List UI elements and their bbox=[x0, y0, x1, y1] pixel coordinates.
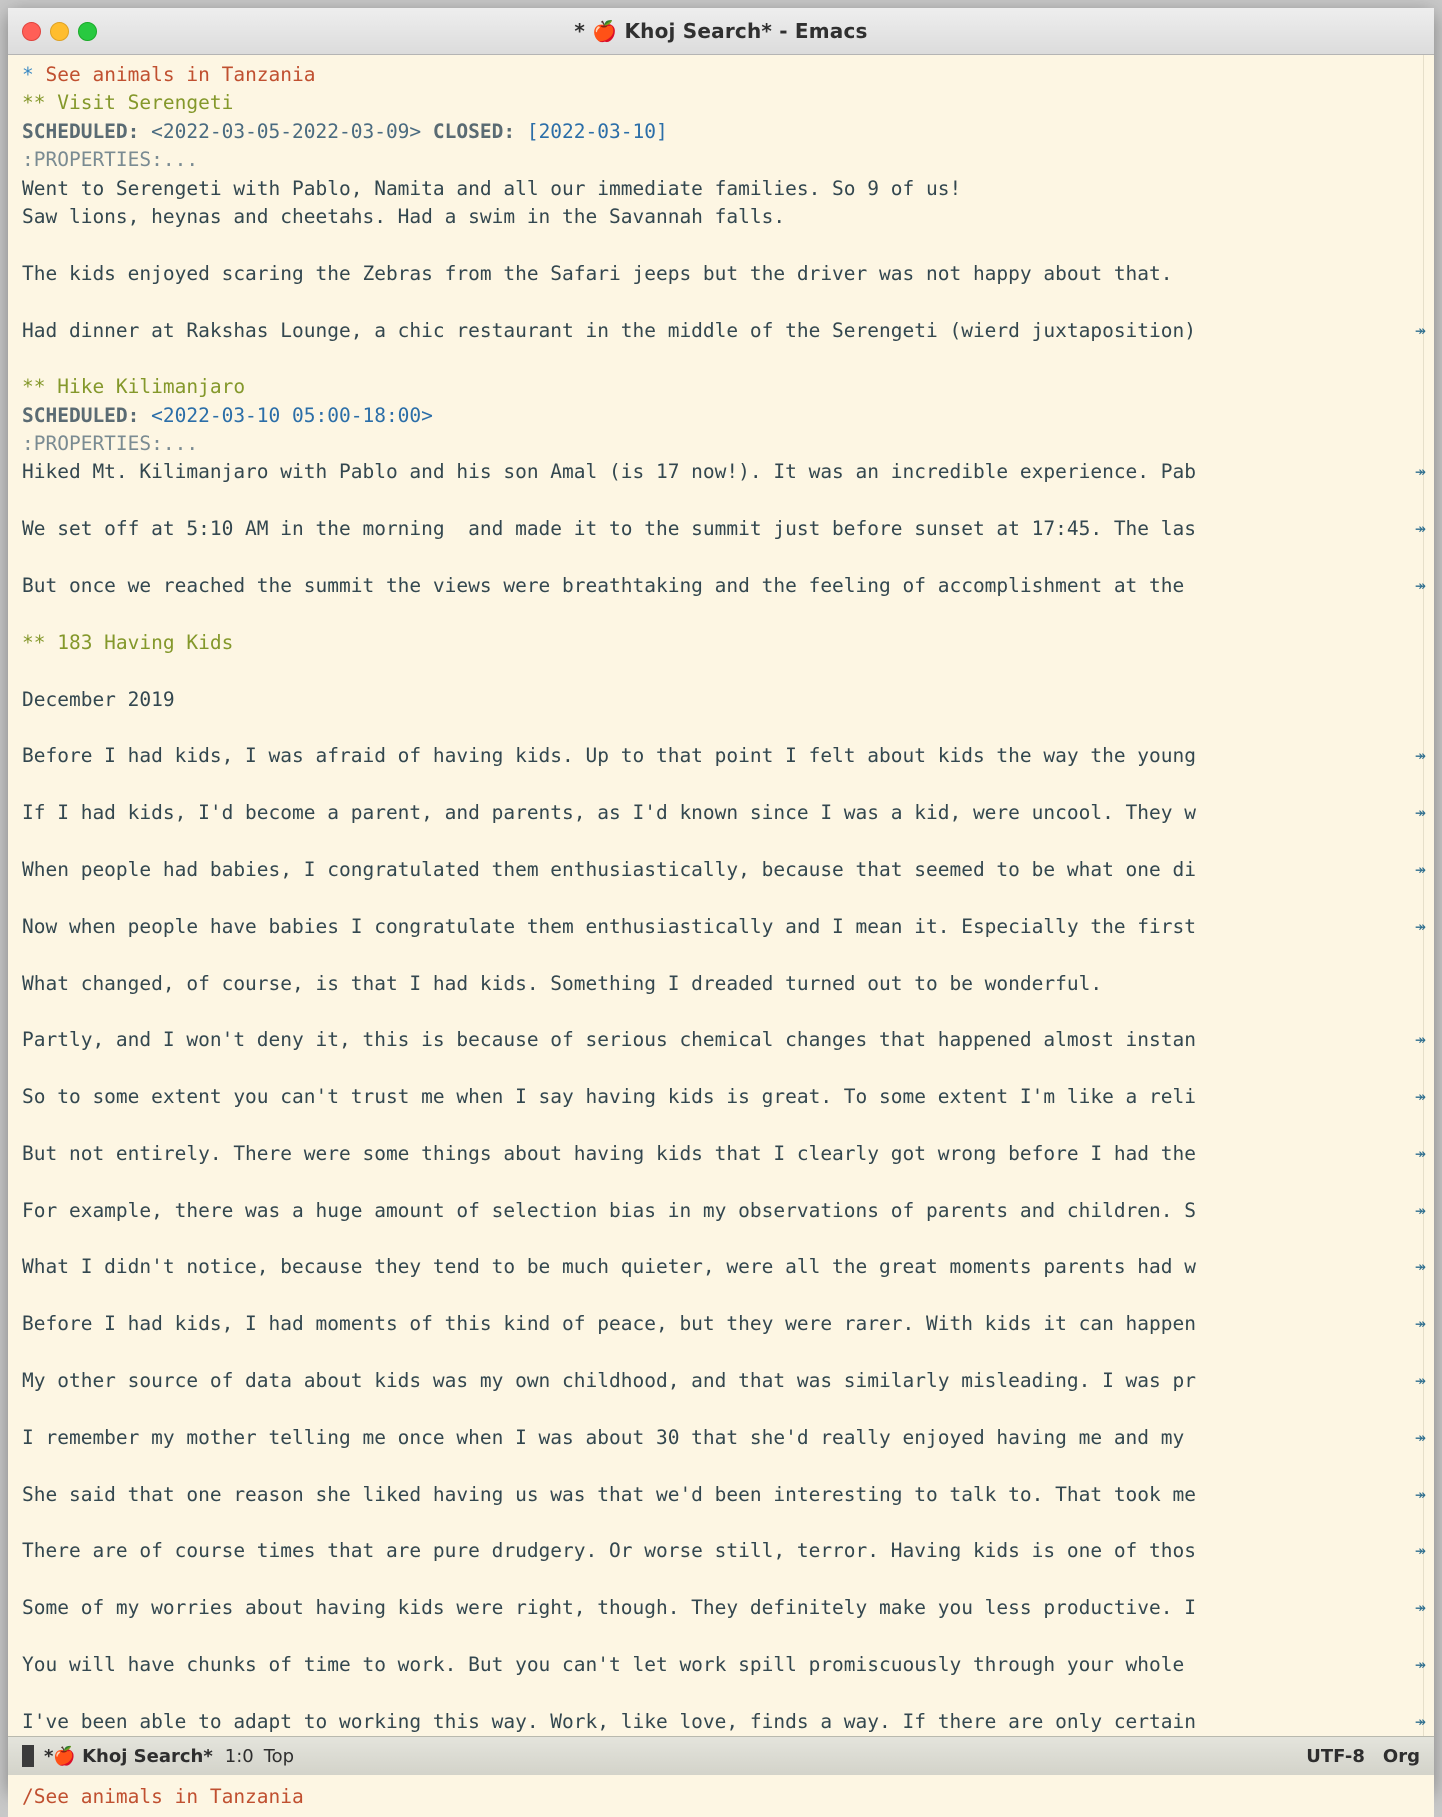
scheduled-timestamp[interactable]: <2022-03-05-2022-03-09> bbox=[139, 119, 433, 143]
buffer-line-text: December 2019 bbox=[22, 687, 175, 711]
buffer-line bbox=[22, 1367, 1434, 1395]
buffer-line bbox=[22, 1424, 1434, 1452]
buffer-line bbox=[22, 146, 1434, 174]
close-icon[interactable] bbox=[22, 22, 41, 41]
buffer-line bbox=[22, 686, 1434, 714]
line-continuation-icon: ↠ bbox=[1415, 461, 1426, 483]
buffer-line bbox=[22, 1481, 1434, 1509]
buffer-line bbox=[22, 487, 1434, 515]
buffer-line bbox=[22, 1339, 1434, 1367]
modeline-buffer-name[interactable] bbox=[44, 1746, 213, 1767]
closed-timestamp[interactable]: [2022-03-10] bbox=[526, 119, 668, 143]
line-continuation-icon: ↠ bbox=[1415, 1369, 1426, 1391]
modeline-major-mode[interactable]: Org bbox=[1382, 1745, 1420, 1767]
buffer-line bbox=[22, 118, 1434, 146]
line-continuation-icon: ↠ bbox=[1415, 745, 1426, 767]
buffer-line bbox=[22, 884, 1434, 912]
buffer-line bbox=[22, 1509, 1434, 1537]
emacs-window bbox=[8, 8, 1434, 1808]
buffer-line-text: There are of course times that are pure drudgery. Or worse still, terror. Having kids is one of thos bbox=[22, 1539, 1196, 1563]
modeline-encoding: UTF-8 bbox=[1306, 1745, 1365, 1767]
buffer-line-text: I remember my mother telling me once when I was about 30 that she'd really enjoyed having me and my bbox=[22, 1425, 1196, 1449]
buffer-line bbox=[22, 629, 1434, 657]
buffer-line bbox=[22, 89, 1434, 117]
buffer-line bbox=[22, 1537, 1434, 1565]
buffer-line-text: The kids enjoyed scaring the Zebras from the Safari jeeps but the driver was not happy about that. bbox=[22, 261, 1173, 285]
buffer-line bbox=[22, 600, 1434, 628]
org-heading-level1[interactable]: See animals in Tanzania bbox=[33, 63, 316, 86]
org-bullet-icon: * bbox=[22, 63, 34, 86]
minibuffer-text: /See animals in Tanzania bbox=[22, 1784, 304, 1808]
line-continuation-icon: ↠ bbox=[1415, 1029, 1426, 1051]
mode-line bbox=[8, 1736, 1434, 1775]
buffer-line bbox=[22, 970, 1434, 998]
minibuffer[interactable] bbox=[8, 1775, 1434, 1817]
buffer-line-text: What I didn't notice, because they tend to be much quieter, were all the great moments parents had w bbox=[22, 1255, 1196, 1279]
buffer-line bbox=[22, 1566, 1434, 1594]
modeline-cursor-indicator bbox=[22, 1745, 34, 1767]
buffer-line bbox=[22, 175, 1434, 203]
buffer-line bbox=[22, 657, 1434, 685]
buffer-line-text: She said that one reason she liked having us was that we'd been interesting to talk to. That took me bbox=[22, 1482, 1196, 1506]
line-continuation-icon: ↠ bbox=[1415, 1313, 1426, 1335]
line-continuation-icon: ↠ bbox=[1415, 1710, 1426, 1732]
buffer-line-text: But not entirely. There were some things about having kids that I clearly got wrong before I had the bbox=[22, 1141, 1196, 1165]
buffer-line-text: If I had kids, I'd become a parent, and parents, as I'd known since I was a kid, were uncool. They w bbox=[22, 801, 1196, 825]
line-continuation-icon: ↠ bbox=[1415, 1597, 1426, 1619]
buffer-line bbox=[22, 288, 1434, 316]
modeline-right-group bbox=[1306, 1746, 1420, 1767]
line-continuation-icon: ↠ bbox=[1415, 1086, 1426, 1108]
line-continuation-icon: ↠ bbox=[1415, 319, 1426, 341]
buffer-line-text: Partly, and I won't deny it, this is because of serious chemical changes that happened almost instan bbox=[22, 1028, 1196, 1052]
buffer-area[interactable] bbox=[8, 55, 1434, 1736]
buffer-line-text: So to some extent you can't trust me when I say having kids is great. To some extent I'm like a reli bbox=[22, 1085, 1196, 1109]
scheduled-timestamp[interactable]: <2022-03-10 05:00-18:00> bbox=[151, 403, 433, 427]
modeline-position: 1:0 bbox=[224, 1745, 254, 1767]
buffer-line bbox=[22, 1282, 1434, 1310]
line-continuation-icon: ↠ bbox=[1415, 802, 1426, 824]
buffer-line-text: Before I had kids, I had moments of this kind of peace, but they were rarer. With kids it can happen bbox=[22, 1312, 1196, 1336]
buffer-line-text: Some of my worries about having kids were right, though. They definitely make you less productive. I bbox=[22, 1596, 1196, 1620]
buffer-line bbox=[22, 1622, 1434, 1650]
buffer-line bbox=[22, 1111, 1434, 1139]
scheduled-keyword: SCHEDULED: bbox=[22, 403, 152, 427]
buffer-line bbox=[22, 998, 1434, 1026]
buffer-line bbox=[22, 1168, 1434, 1196]
line-continuation-icon: ↠ bbox=[1415, 518, 1426, 540]
buffer-line bbox=[22, 572, 1434, 600]
buffer-line-text: What changed, of course, is that I had kids. Something I dreaded turned out to be wonderful. bbox=[22, 971, 1103, 995]
buffer-line bbox=[22, 1083, 1434, 1111]
buffer-line-text: Had dinner at Rakshas Lounge, a chic restaurant in the middle of the Serengeti (wierd juxtaposition) bbox=[22, 318, 1196, 342]
buffer-line bbox=[22, 231, 1434, 259]
window-controls bbox=[22, 8, 97, 54]
buffer-line-text: But once we reached the summit the views were breathtaking and the feeling of accomplishment at the bbox=[22, 574, 1196, 598]
buffer-line bbox=[22, 1395, 1434, 1423]
left-fringe bbox=[8, 55, 16, 1736]
buffer-line bbox=[22, 260, 1434, 288]
buffer-line-text: We set off at 5:10 AM in the morning and made it to the summit just before sunset at 17:45. The las bbox=[22, 517, 1196, 541]
line-continuation-icon: ↠ bbox=[1415, 858, 1426, 880]
line-continuation-icon: ↠ bbox=[1415, 575, 1426, 597]
modeline-scroll-state: Top bbox=[263, 1745, 295, 1767]
line-continuation-icon: ↠ bbox=[1415, 1199, 1426, 1221]
buffer-line-text: When people had babies, I congratulated them enthusiastically, because that seemed to be what one di bbox=[22, 857, 1196, 881]
line-continuation-icon: ↠ bbox=[1415, 1653, 1426, 1675]
buffer-line bbox=[22, 1253, 1434, 1281]
buffer-line bbox=[22, 1055, 1434, 1083]
org-heading-level2[interactable]: ** Hike Kilimanjaro bbox=[22, 375, 246, 399]
buffer-line bbox=[22, 317, 1434, 345]
buffer-line bbox=[22, 1140, 1434, 1168]
org-heading-level2[interactable]: ** 183 Having Kids bbox=[22, 630, 234, 654]
window-title bbox=[8, 19, 1434, 43]
buffer-line bbox=[22, 1651, 1434, 1679]
buffer-line bbox=[22, 799, 1434, 827]
buffer-line bbox=[22, 345, 1434, 373]
zoom-icon[interactable] bbox=[78, 22, 97, 41]
line-continuation-icon: ↠ bbox=[1415, 915, 1426, 937]
buffer-line bbox=[22, 1679, 1434, 1707]
buffer-line-text: For example, there was a huge amount of selection bias in my observations of parents and children. S bbox=[22, 1198, 1196, 1222]
buffer-line bbox=[22, 1197, 1434, 1225]
buffer-line bbox=[22, 203, 1434, 231]
buffer-line-text: You will have chunks of time to work. But you can't let work spill promiscuously through your whole bbox=[22, 1652, 1196, 1676]
buffer-line bbox=[22, 402, 1434, 430]
buffer-line-text: I've been able to adapt to working this way. Work, like love, finds a way. If there are only certain bbox=[22, 1709, 1196, 1733]
line-continuation-icon: ↠ bbox=[1415, 1142, 1426, 1164]
line-continuation-icon: ↠ bbox=[1415, 1540, 1426, 1562]
buffer-line bbox=[22, 61, 1434, 89]
buffer-line bbox=[22, 544, 1434, 572]
properties-drawer[interactable]: :PROPERTIES:... bbox=[22, 432, 199, 456]
buffer-line bbox=[22, 828, 1434, 856]
buffer-line bbox=[22, 941, 1434, 969]
scheduled-keyword: SCHEDULED: bbox=[22, 119, 140, 143]
org-heading-level2[interactable]: ** Visit Serengeti bbox=[22, 91, 234, 115]
buffer-line bbox=[22, 771, 1434, 799]
buffer-line bbox=[22, 714, 1434, 742]
minimize-icon[interactable] bbox=[50, 22, 69, 41]
buffer-line-text: Saw lions, heynas and cheetahs. Had a swim in the Savannah falls. bbox=[22, 204, 786, 228]
buffer-line bbox=[22, 856, 1434, 884]
buffer-line bbox=[22, 515, 1434, 543]
closed-keyword: CLOSED: bbox=[432, 119, 527, 143]
line-continuation-icon: ↠ bbox=[1415, 1426, 1426, 1448]
line-continuation-icon: ↠ bbox=[1415, 1256, 1426, 1278]
buffer-line bbox=[22, 742, 1434, 770]
buffer-line-text: My other source of data about kids was my own childhood, and that was similarly misleading. I was pr bbox=[22, 1368, 1196, 1392]
buffer-line-text: Now when people have babies I congratulate them enthusiastically and I mean it. Especially the first bbox=[22, 914, 1196, 938]
buffer-line-text: Before I had kids, I was afraid of having kids. Up to that point I felt about kids the way the young bbox=[22, 744, 1196, 768]
buffer-line-text: Went to Serengeti with Pablo, Namita and all our immediate families. So 9 of us! bbox=[22, 176, 962, 200]
buffer-line bbox=[22, 1452, 1434, 1480]
buffer-line bbox=[22, 1708, 1434, 1736]
buffer-line bbox=[22, 1026, 1434, 1054]
buffer-line bbox=[22, 913, 1434, 941]
buffer-line bbox=[22, 458, 1434, 486]
buffer-line-text: Hiked Mt. Kilimanjaro with Pablo and his son Amal (is 17 now!). It was an incredible experience. Pab bbox=[22, 460, 1196, 484]
properties-drawer[interactable]: :PROPERTIES:... bbox=[22, 148, 199, 172]
buffer-line bbox=[22, 1225, 1434, 1253]
modeline-buffer-label: *🍎 Khoj Search* bbox=[44, 1745, 213, 1767]
buffer-line bbox=[22, 430, 1434, 458]
buffer-line bbox=[22, 1594, 1434, 1622]
window-title-text: * 🍎 Khoj Search* - Emacs bbox=[574, 19, 868, 43]
buffer-text[interactable] bbox=[8, 61, 1434, 1736]
buffer-line bbox=[22, 373, 1434, 401]
buffer-line bbox=[22, 1310, 1434, 1338]
line-continuation-icon: ↠ bbox=[1415, 1483, 1426, 1505]
window-titlebar bbox=[8, 8, 1434, 55]
